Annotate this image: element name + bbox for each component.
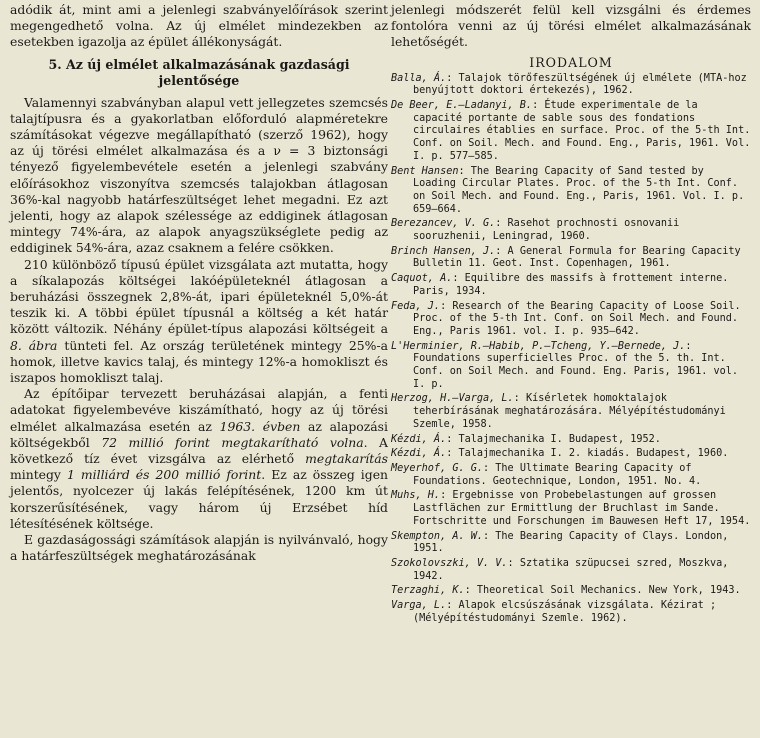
reference-text: : Talajmechanika I. 2. kiadás. Budapest, 1960.	[446, 448, 729, 460]
reference-item	[391, 218, 751, 243]
reference-list	[391, 73, 751, 626]
body-paragraph-3	[10, 386, 388, 532]
reference-item	[391, 585, 751, 598]
reference-item	[391, 600, 751, 625]
reference-text: : A General Formula for Bearing Capacity Bulletin 11. Geot. Inst. Copenhagen, 1961.	[413, 245, 741, 270]
p3-emphasis-amount: 1 milliárd és 200 millió forint	[66, 467, 262, 483]
reference-text: : Talajmechanika I. Budapest, 1952.	[446, 433, 661, 445]
reference-author: Kézdi, Á.	[391, 433, 447, 445]
reference-author: Brinch Hansen, J.	[391, 245, 496, 257]
reference-item	[391, 434, 751, 447]
reference-item	[391, 100, 751, 164]
right-column	[391, 2, 751, 627]
reference-text: : Theoretical Soil Mechanics. New York, 1943.	[464, 585, 741, 597]
reference-text: : Étude experimentale de la capacité portante de sable sous des fondations circulaires établies en surface. Proc. of the 5-th Int. Conf. on Soil. Mech. and Found. Eng., Paris, 1961. Vol. I. p. 577—585.	[413, 100, 751, 162]
reference-item	[391, 531, 751, 556]
reference-text: : Sztatika szüpucsei szred, Moszkva, 1942.	[413, 557, 729, 582]
p3-text-e: . Ez az összeg igen jelentős, nyolcezer új lakás felépítésének, 1200 km út korszerűsítésének, vagy három új Erzsébet híd létesítésének költsége.	[10, 467, 389, 531]
references-heading: IRODALOM	[529, 54, 613, 70]
body-paragraph-1: Valamennyi szabványban alapul vett jellegzetes szemcsés talajtípusra és a gyakorlatban előforduló alapméretekre számításokat végezve megállapítható (szerző 1962), hogy az új törési elmélet alkalmazása és a ν = 3 biztonsági tényező figyelembevétele esetén a jelenlegi szabvány előírásokhoz viszonyítva szemcsés talajokban átlagosan 36%-kal nagyobb határfeszültséget lehet megadni. Ez azt jelenti, hogy az alapok szélessége az eddiginek átlagosan mintegy 74%-ára, az alapok anyagszükséglete pedig az eddiginek 54%-ára, azaz csaknem a felére csökken.	[10, 94, 388, 256]
p3-text-c: . A következő tíz évet vizsgálva az elérhető	[10, 434, 388, 467]
reference-text: : Research of the Bearing Capacity of Loose Soil. Proc. of the 5-th Int. Conf. on Soil Mech. and Found. Eng., Paris 1961. vol. I. p. 935—642.	[413, 300, 741, 337]
section-title: 5. Az új elmélet alkalmazásának gazdasági jelentősége	[48, 56, 350, 88]
intro-paragraph: adódik át, mint ami a jelenlegi szabványelőírások szerint megengedhető volna. Az új elmélet mindezekben az esetekben igazolja az épület állékonyságát.	[10, 2, 388, 50]
reference-item	[391, 73, 751, 98]
reference-item	[391, 166, 751, 217]
p3-text-b: az alapozási költségekből	[10, 418, 388, 450]
reference-author: Balla, Á.	[391, 72, 447, 84]
reference-item	[391, 558, 751, 583]
reference-author: L'Herminier, R.—Habib, P.—Tcheng, Y.—Bernede, J.	[391, 340, 686, 352]
continued-paragraph: jelenlegi módszerét felül kell vizsgálni és érdemes fontolóra venni az új törési elmélet alkalmazásának lehetőségét.	[391, 2, 751, 50]
reference-item	[391, 463, 751, 488]
p3-text-d: mintegy	[10, 467, 67, 483]
reference-author: Kézdi, Á.	[391, 448, 447, 460]
reference-text: : The Bearing Capacity of Clays. London, 1951.	[413, 530, 729, 555]
reference-item	[391, 341, 751, 392]
reference-author: Muhs, H.	[391, 490, 441, 502]
p3-emphasis-savings: 72 millió forint megtakarítható volna	[101, 434, 364, 450]
reference-author: Terzaghi, K.	[391, 585, 465, 597]
reference-item	[391, 448, 751, 461]
p3-emphasis-word: megtakarítás	[305, 451, 388, 467]
reference-author: De Beer, E.—Ladanyi, B.	[391, 100, 533, 112]
reference-text: : Rasehot prochnosti osnovanii sooruzhenii, Leningrad, 1960.	[413, 218, 680, 243]
reference-item	[391, 393, 751, 431]
reference-text: : Equilibre des massifs à frottement interne. Paris, 1934.	[413, 273, 729, 297]
reference-text: : Ergebnisse von Probebelastungen auf grossen Lastflächen zur Ermittlung der Bruchlast im Sande. Fortschritte und Forschungen im Bauwesen Heft 17, 1954.	[413, 490, 751, 527]
left-column	[10, 2, 388, 565]
reference-text: : The Ultimate Bearing Capacity of Foundations. Geotechnique, London, 1951. No. 4.	[413, 463, 702, 487]
reference-item	[391, 246, 751, 271]
reference-text: : Alapok elcsúszásának vizsgálata. Kézirat ; (Mélyépítéstudományi Szemle. 1962).	[413, 600, 717, 624]
reference-text: : Kísérletek homoktalajok teherbírásának meghatározására. Mélyépítéstudományi Szemle, 1958.	[413, 393, 726, 430]
p2-text-b: tünteti fel. Az ország területének mintegy 25%-a homok, illetve kavics talaj, és mintegy 12%-a homokliszt és iszapos homokliszt talaj.	[10, 337, 389, 386]
reference-item	[391, 490, 751, 528]
reference-author: Caquot, A.	[391, 273, 453, 285]
reference-author: Szokolovszki, V. V.	[391, 557, 508, 569]
reference-author: Varga, L.	[391, 600, 447, 612]
reference-author: Feda, J.	[391, 300, 441, 312]
reference-text: : Talajok törőfeszültségének új elmélete (MTA-hoz benyújtott doktori értekezés), 1962.	[413, 72, 747, 97]
figure-reference: 8. ábra	[10, 337, 58, 353]
reference-author: Skempton, A. W.	[391, 530, 484, 542]
reference-author: Meyerhof, G. G.	[391, 463, 484, 474]
body-paragraph-4: E gazdaságossági számítások alapján is nyilvánvaló, hogy a határfeszültségek meghatározásának	[10, 532, 388, 564]
reference-author: Berezancev, V. G.	[391, 218, 496, 230]
reference-item	[391, 273, 751, 298]
p3-text-a: Az építőipar tervezett beruházásai alapján, a fenti adatokat figyelembevéve kiszámítható, hogy az új törési elmélet alkalmazása esetén az	[10, 386, 388, 434]
p3-emphasis-year: 1963. évben	[219, 418, 301, 434]
body-paragraph-2	[10, 257, 388, 387]
reference-text: : The Bearing Capacity of Sand tested by Loading Circular Plates. Proc. of the 5-th Int. Conf. on Soil Mech. and Found. Eng., Paris, 1961. Vol. I. p. 659—664.	[413, 165, 745, 215]
reference-author: Bent Hansen	[391, 165, 459, 177]
reference-text: : Foundations superficielles Proc. of the 5. th. Int. Conf. on Soil Mech. and Found. Eng. Paris, 1961. vol. I. p.	[413, 340, 739, 390]
reference-author: Herzog, H.—Varga, L.	[391, 393, 514, 405]
p2-text-a: 210 különböző típusú épület vizsgálata azt mutatta, hogy a síkalapozás költségei lakóépületeknél átlagosan a beruházási összegnek 2,8%-át, ipari épületeknél 5,0%-át teszik ki. A többi épület típusnál a költség a két határ között változik. Néhány épület-típus alapozási költségeit a	[10, 256, 388, 337]
reference-item	[391, 301, 751, 339]
